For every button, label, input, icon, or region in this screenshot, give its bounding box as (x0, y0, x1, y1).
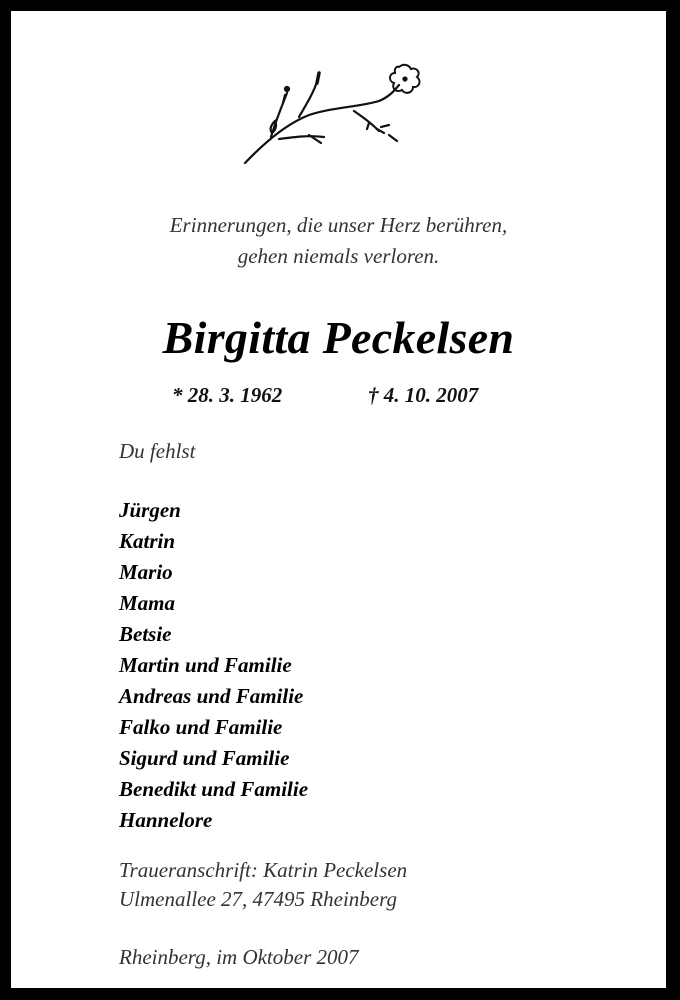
mourner-item: Jürgen (119, 498, 181, 522)
deceased-name: Birgitta Peckelsen (162, 312, 515, 363)
mourner-item: Falko und Familie (119, 715, 283, 739)
quote-line-2: gehen niemals verloren. (237, 244, 440, 268)
quote-line-1: Erinnerungen, die unser Herz berühren, (169, 213, 508, 237)
mourner-item: Sigurd und Familie (119, 746, 290, 770)
address-line-1: Traueranschrift: Katrin Peckelsen (119, 858, 408, 882)
flower-branch-icon (239, 63, 429, 173)
mourner-item: Mario (119, 560, 173, 584)
mourner-item: Mama (119, 591, 176, 615)
mourner-item: Katrin (119, 529, 176, 553)
birth-date: * 28. 3. 1962 (172, 383, 283, 407)
place-date: Rheinberg, im Oktober 2007 (119, 945, 359, 969)
mourner-item: Hannelore (119, 808, 213, 832)
intro-text: Du fehlst (119, 439, 196, 463)
mourners-list (119, 495, 308, 836)
obituary-notice (11, 11, 666, 988)
mourner-item: Betsie (119, 622, 172, 646)
mourner-item: Andreas und Familie (119, 684, 304, 708)
mourner-item: Martin und Familie (119, 653, 292, 677)
address-line-2: Ulmenallee 27, 47495 Rheinberg (119, 887, 397, 911)
mourner-item: Benedikt und Familie (119, 777, 309, 801)
death-date: † 4. 10. 2007 (368, 383, 479, 407)
